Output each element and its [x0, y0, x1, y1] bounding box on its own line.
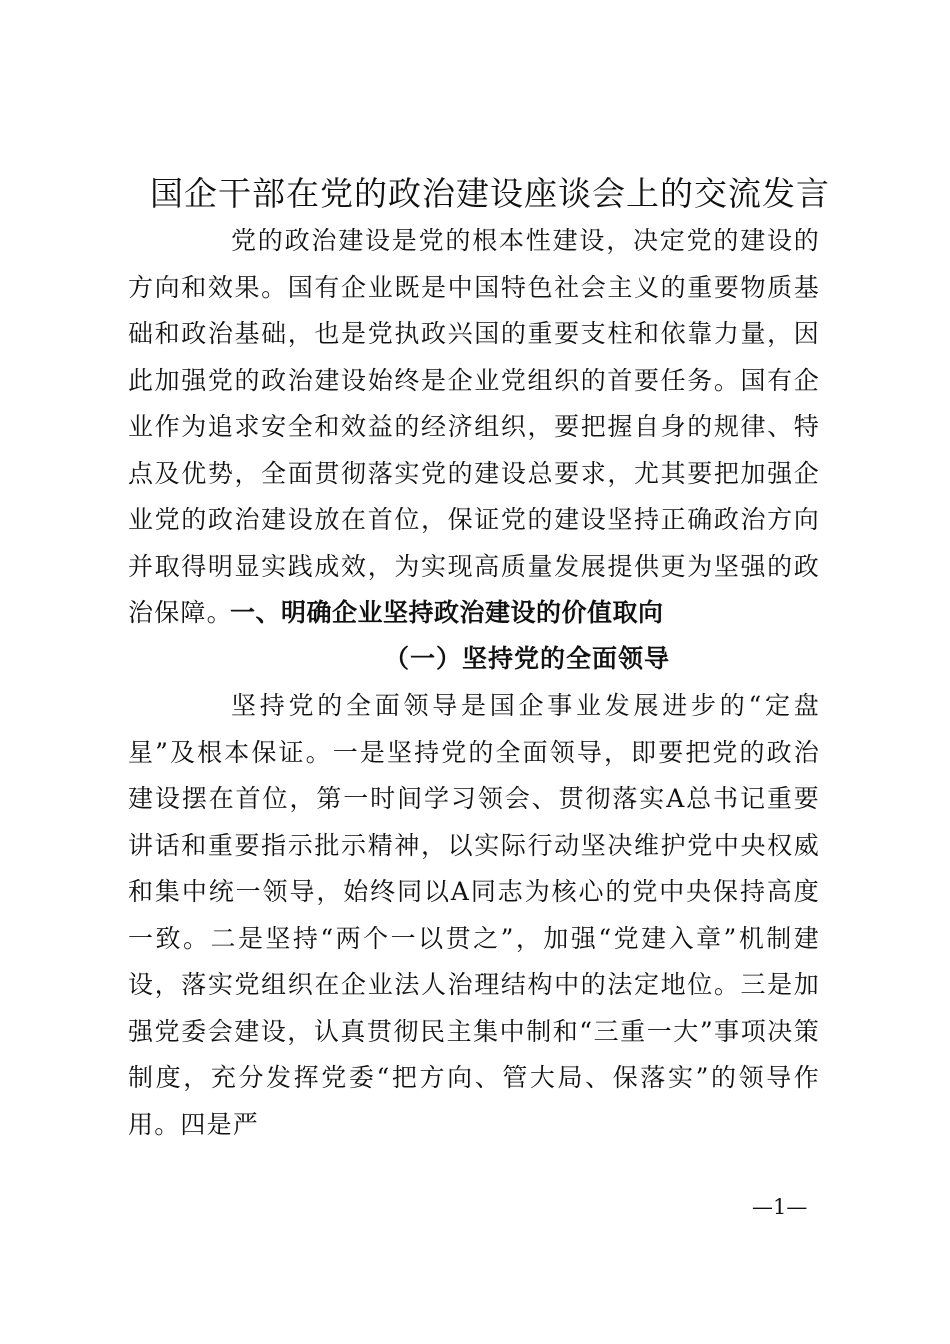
page-number: —1—: [752, 1195, 808, 1219]
section-heading-1: 一、明确企业坚持政治建设的价值取向: [230, 598, 664, 627]
document-title: 国企干部在党的政治建设座谈会上的交流发言: [150, 174, 830, 213]
subsection-heading-1: （一）坚持党的全面领导: [384, 644, 671, 673]
subsection-paragraph: 坚持党的全面领导是国企事业发展进步的“定盘星”及根本保证。一是坚持党的全面领导，即要把党的政治建设摆在首位，第一时间学习领会、贯彻落实A总书记重要讲话和重要指示批示精神，以实际行动坚决维护党中央权威和集中统一领导，始终同以A同志为核心的党中央保持高度一致。二是坚持“两个一以贯之”，加强“党建入章”机制建设，落实党组织在企业法人治理结构中的法定地位。三是加强党委会建设，认真贯彻民主集中制和“三重一大”事项决策制度，充分发挥党委“把方向、管大局、保落实”的领导作用。四是严: [128, 691, 820, 1139]
intro-paragraph: 党的政治建设是党的根本性建设，决定党的建设的方向和效果。国有企业既是中国特色社会主义的重要物质基础和政治基础，也是党执政兴国的重要支柱和依靠力量，因此加强党的政治建设始终是企业党组织的首要任务。国有企业作为追求安全和效益的经济组织，要把握自身的规律、特点及优势，全面贯彻落实党的建设总要求，尤其要把加强企业党的政治建设放在首位，保证党的建设坚持正确政治方向并取得明显实践成效，为实现高质量发展提供更为坚强的政治保障。: [128, 226, 820, 627]
